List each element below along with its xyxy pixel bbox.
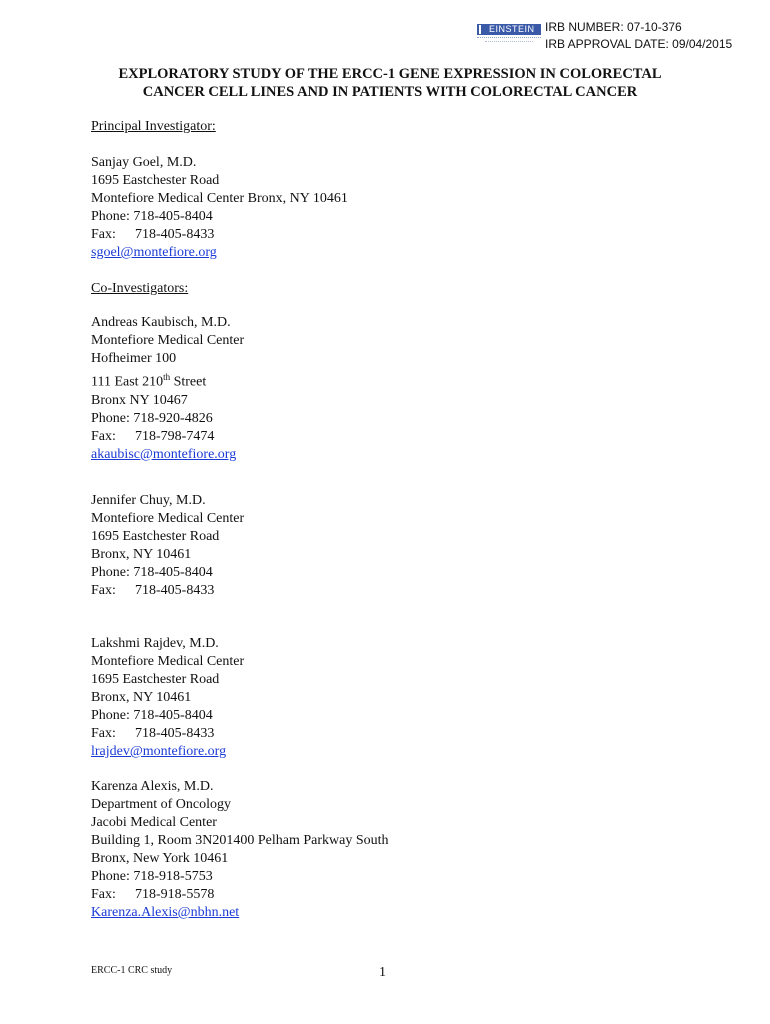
rajdev-line-2: 1695 Eastchester Road [91,672,220,687]
fax-label: Fax: [91,726,116,741]
einstein-logo-banner: EINSTEIN [477,24,541,35]
fax-label: Fax: [91,227,116,242]
einstein-logo [477,24,541,44]
fax-number: 718-405-8433 [135,583,215,598]
kaubisch-line-4: Bronx NY 10467 [91,392,188,408]
fax-label: Fax: [91,583,116,598]
co-investigators-heading: Co-Investigators: [91,281,189,296]
principal-name: Sanjay Goel, M.D. [91,155,197,170]
fax-number: 718-798-7474 [135,428,215,444]
principal-heading: Principal Investigator: [91,119,216,134]
alexis-fax [91,886,389,904]
rajdev-phone: Phone: 718-405-8404 [91,708,213,723]
kaubisch-name: Andreas Kaubisch, M.D. [91,315,231,330]
irb-approval-date: IRB APPROVAL DATE: 09/04/2015 [545,37,733,51]
irb-number: IRB NUMBER: 07-10-376 [545,20,682,34]
fax-number: 718-405-8433 [135,726,215,741]
fax-label: Fax: [91,887,116,902]
alexis-line-3: Building 1, Room 3N201400 Pelham Parkway South [91,833,389,848]
kaubisch-line-1: Montefiore Medical Center [91,333,245,348]
alexis-phone: Phone: 718-918-5753 [91,869,213,884]
rajdev-fax [91,725,244,743]
page-number: 1 [379,965,386,980]
fax-number: 718-918-5578 [135,887,215,902]
chuy-contact [91,492,244,600]
principal-address-1: 1695 Eastchester Road [91,173,220,188]
kaubisch-fax [91,428,244,446]
chuy-line-2: 1695 Eastchester Road [91,529,220,544]
alexis-name: Karenza Alexis, M.D. [91,779,214,794]
rajdev-contact [91,635,244,761]
chuy-phone: Phone: 718-405-8404 [91,565,213,580]
alexis-email-link[interactable]: Karenza.Alexis@nbhn.net [91,905,240,920]
rajdev-line-1: Montefiore Medical Center [91,654,245,669]
einstein-logo-icon [479,25,487,34]
document-title [90,65,690,101]
principal-phone: Phone: 718-405-8404 [91,209,213,224]
alexis-line-4: Bronx, New York 10461 [91,851,229,866]
alexis-line-1: Department of Oncology [91,797,231,812]
chuy-name: Jennifer Chuy, M.D. [91,493,206,508]
principal-address-2: Montefiore Medical Center Bronx, NY 10461 [91,191,348,206]
chuy-fax [91,582,244,600]
logo-subtext-line [477,37,541,40]
kaubisch-line-2: Hofheimer 100 [91,351,177,366]
rajdev-email-link[interactable]: lrajdev@montefiore.org [91,744,227,759]
fax-number: 718-405-8433 [135,227,215,242]
kaubisch-email-link[interactable]: akaubisc@montefiore.org [91,446,237,462]
principal-email-link[interactable]: sgoel@montefiore.org [91,245,217,260]
footer-study-name: ERCC-1 CRC study [91,965,173,976]
alexis-line-2: Jacobi Medical Center [91,815,217,830]
alexis-contact [91,778,389,922]
fax-label: Fax: [91,428,116,444]
rajdev-line-3: Bronx, NY 10461 [91,690,192,705]
rajdev-name: Lakshmi Rajdev, M.D. [91,636,219,651]
title-line-2: CANCER CELL LINES AND IN PATIENTS WITH COLORECTAL CANCER [142,84,638,100]
kaubisch-contact [91,314,244,464]
title-line-1: EXPLORATORY STUDY OF THE ERCC-1 GENE EXPRESSION IN COLORECTAL [118,66,662,82]
chuy-line-3: Bronx, NY 10461 [91,547,192,562]
kaubisch-phone: Phone: 718-920-4826 [91,410,213,426]
chuy-line-1: Montefiore Medical Center [91,511,245,526]
logo-subtext-line [485,41,533,43]
kaubisch-street: 111 East 210th Street [91,372,207,390]
principal-fax [91,226,348,244]
principal-investigator-section [91,118,348,262]
